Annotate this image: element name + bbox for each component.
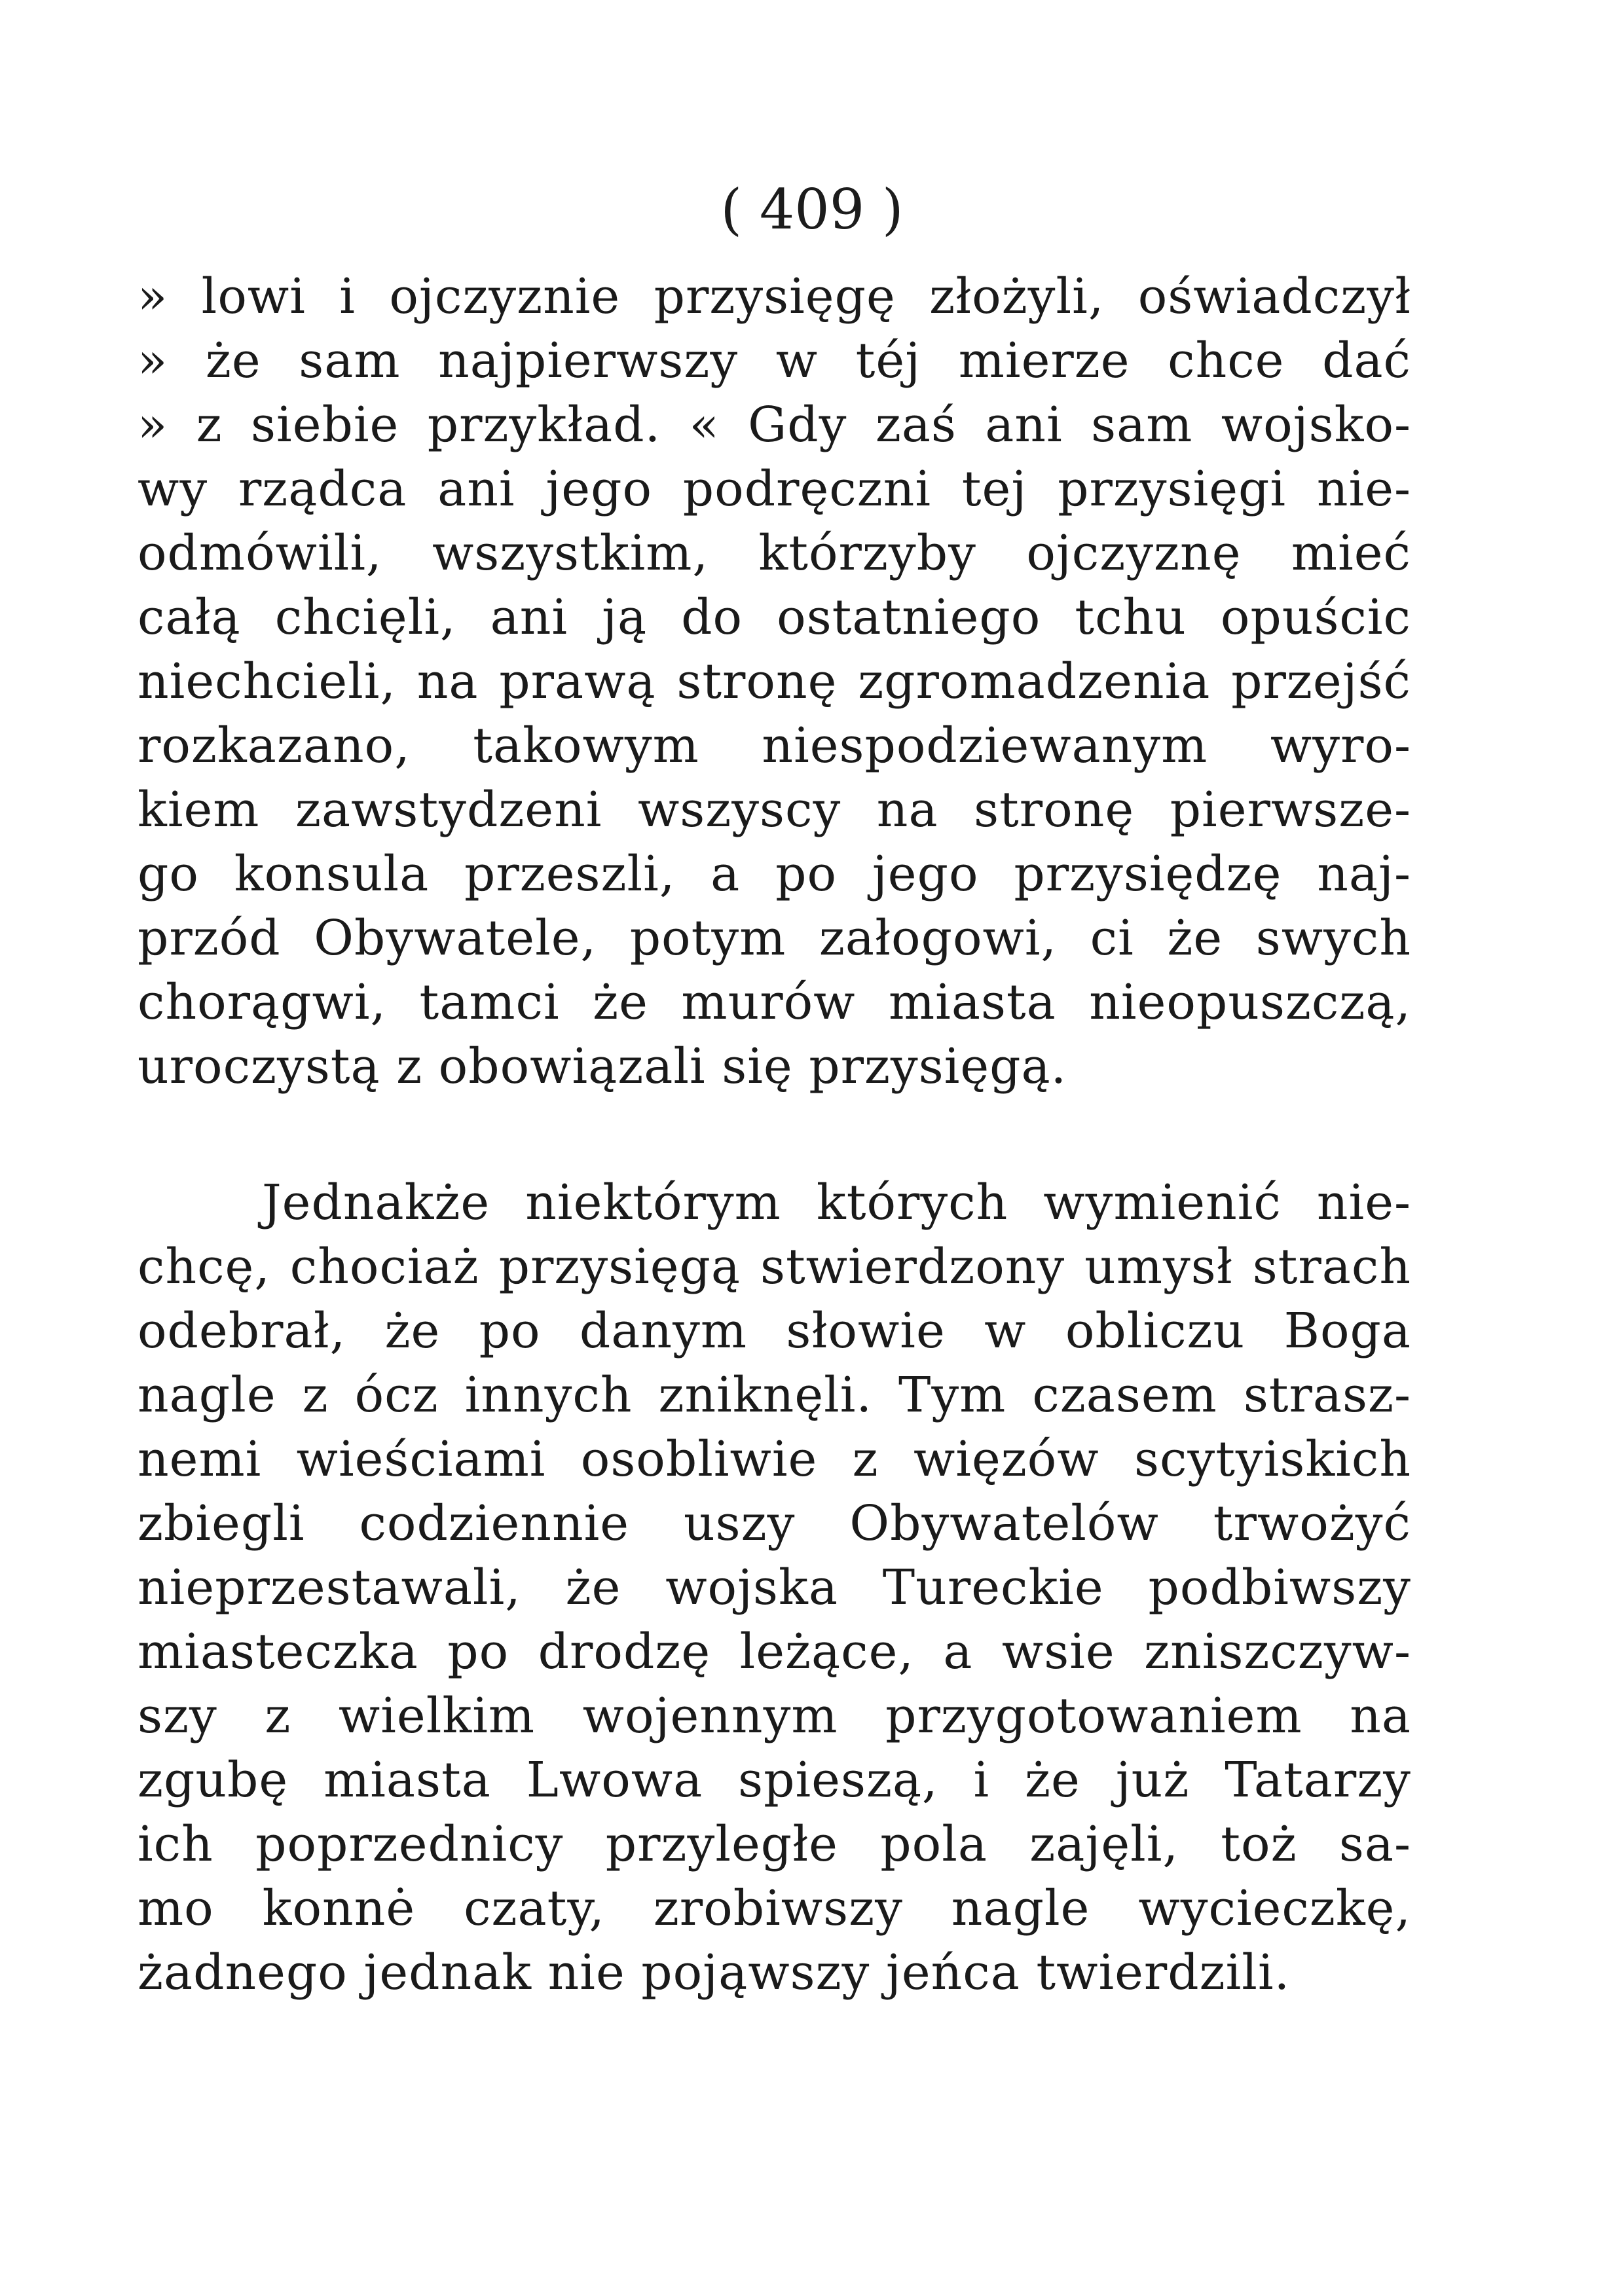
text-line: go konsula przeszli, a po jego przysiędzę naj- — [138, 846, 1411, 902]
text-line: całą chcięli, ani ją do ostatniego tchu opuścic — [138, 589, 1411, 646]
text-line: kiem zawstydzeni wszyscy na stronę pierwsze- — [138, 782, 1411, 838]
text-line: przód Obywatele, potym załogowi, ci że swych — [138, 910, 1411, 966]
text-line: nemi wieściami osobliwie z więzów scytyiskich — [138, 1431, 1411, 1487]
text-line: miasteczka po drodzę leżące, a wsie zniszczyw- — [138, 1624, 1411, 1680]
text-line: odmówili, wszystkim, którzyby ojczyznę mieć — [138, 525, 1411, 581]
text-line: » z siebie przykład. « Gdy zaś ani sam wojsko- — [138, 397, 1411, 453]
text-line: chorągwi, tamci że murów miasta nieopuszczą, — [138, 974, 1411, 1030]
text-line: » że sam najpierwszy w téj mierze chce dać — [138, 333, 1411, 389]
text-line: odebrał, że po danym słowie w obliczu Boga — [138, 1303, 1411, 1359]
text-line: uroczystą z obowiązali się przysięgą. — [138, 1038, 1067, 1095]
text-line: nieprzestawali, że wojska Tureckie podbiwszy — [138, 1559, 1411, 1616]
text-line: chcę, chociaż przysięgą stwierdzony umysł strach — [138, 1239, 1411, 1295]
text-line: rozkazano, takowym niespodziewanym wyro- — [138, 718, 1411, 774]
text-line: żadnego jednak nie pojąwszy jeńca twierdzili. — [138, 1944, 1291, 2001]
page-number: ( 409 ) — [720, 177, 904, 242]
text-line: szy z wielkim wojennym przygotowaniem na — [138, 1688, 1411, 1744]
text-line: mo konnė czaty, zrobiwszy nagle wycieczkę, — [138, 1880, 1411, 1937]
text-line: ich poprzednicy przyległe pola zajęli, toż sa- — [138, 1816, 1411, 1872]
text-line: » lowi i ojczyznie przysięgę złożyli, oświadczył — [138, 268, 1411, 325]
paragraph-1 — [138, 264, 1411, 1099]
text-line: wy rządca ani jego podręczni tej przysięgi nie- — [138, 461, 1411, 517]
text-line: niechcieli, na prawą stronę zgromadzenia przejść — [138, 653, 1411, 710]
text-line: zbiegli codziennie uszy Obywatelów trwożyć — [138, 1495, 1411, 1552]
paragraph-2 — [138, 1171, 1411, 2005]
text-line: zgubę miasta Lwowa spieszą, i że już Tatarzy — [138, 1752, 1411, 1808]
text-line: nagle z ócz innych zniknęli. Tym czasem strasz- — [138, 1367, 1411, 1423]
text-line: Jednakże niektórym których wymienić nie- — [262, 1175, 1411, 1231]
